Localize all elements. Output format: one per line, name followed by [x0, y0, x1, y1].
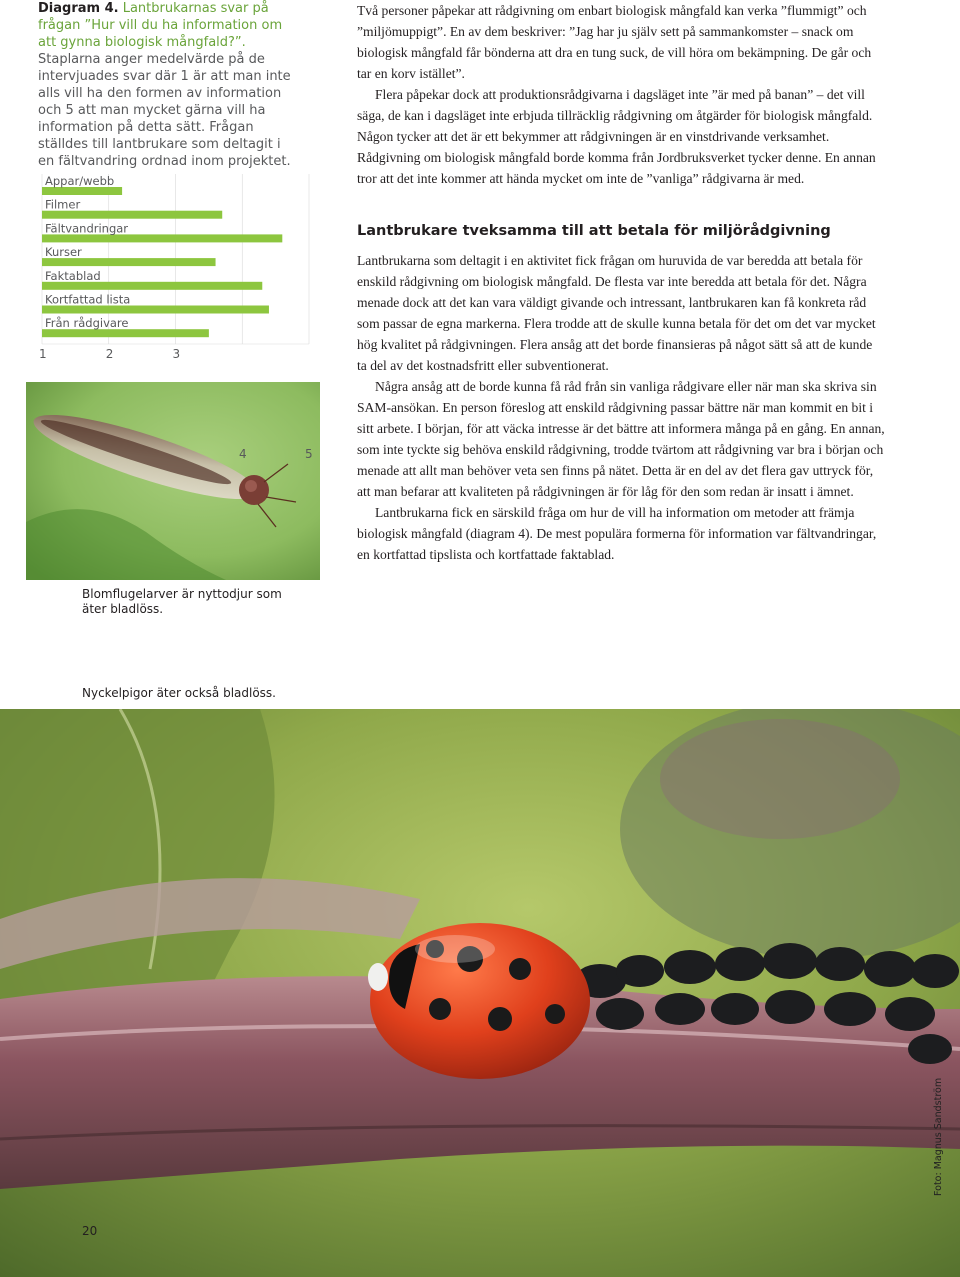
hoverfly-photo-caption: Blomflugelarver är nyttodjur som äter bladlöss. [82, 587, 282, 616]
bar [42, 211, 222, 219]
category-label: Kortfattad lista [45, 292, 131, 307]
diagram-description: Staplarna anger medelvärde på de intervjuades svar där 1 är att man inte alls vill ha den formen av information och 5 att man mycket gärna vill ha information på detta sätt. Frågan ställdes till lantbrukare som deltagit i en fältvandring ordnad inom projektet. [38, 52, 291, 169]
paragraph-2: Flera påpekar dock att produktionsrådgivarna i dagsläget inte ”är med på banan” – det vill säga, de kan i dagsläget inte erbjuda tillräcklig rådgivning om åtgärder för biologisk mångfald. Någon tycker att det är ett bekymmer att rådgivningen är en vinstdrivande verksamhet. Rådgivning om biologisk mångfald borde komma från Jordbruksverket tycker denne. En annan tror att det inte kommer att hända mycket om inte de ”vanliga” rådgivarna är med. [357, 87, 876, 186]
photo-credit [933, 1077, 949, 1197]
diagram-label: Diagram 4. [38, 1, 119, 16]
diagram-question: Lantbrukarnas svar på frågan ”Hur vill du ha information om att gynna biologisk mångfald?”. [38, 1, 283, 50]
category-label: Filmer [45, 197, 81, 212]
category-label: Faktablad [45, 268, 101, 283]
bar [42, 187, 122, 195]
diagram-caption [38, 0, 298, 170]
chart-ticks [39, 347, 180, 361]
ladybug-photo-caption: Nyckelpigor äter också bladlöss. [82, 686, 276, 700]
axis-tick-4-label: 4 [239, 447, 247, 461]
bar [42, 306, 269, 314]
bar [42, 282, 262, 290]
bar [42, 234, 282, 242]
category-label: Kurser [45, 245, 82, 260]
axis-tick-label: 2 [105, 347, 114, 361]
bar [42, 258, 216, 266]
hoverfly-larva-photo [26, 382, 320, 580]
bar [42, 329, 209, 337]
paragraph-3: Lantbrukarna som deltagit i en aktivitet fick frågan om huruvida de var beredda att betala för enskild rådgivning om biologisk mångfald. De flesta var inte beredda att betala för det. Några menade dock att det kan vara väldigt givande och intressant, lantbrukaren kan få konkreta råd som passar de egna markerna. Flera trodde att de skulle kunna betala för det om det var mycket hög kvalitet på rådgivningen. Flera ansåg att det borde finansieras på något sätt så att de kunde ta del av det kostnadsfritt eller subventionerat. [357, 253, 876, 373]
paragraph-4: Några ansåg att de borde kunna få råd från sin vanliga rådgivare eller när man ska skriva sin SAM-ansökan. En person föreslog att enskild rådgivning passar bättre när man kommit en bit i sitt arbete. I början, för att väcka intresse är det bättre att informera många på en gång. En annan, som inte tyckte sig behöva enskild rådgivning, trodde tvärtom att rådgivning var bra i början och menade att allt man behöver veta sen finns på nätet. Detta är en del av det flera gav uttryck för, att man befarar att kvaliteten på rådgivningen är för låg för den som redan är insatt i ämnet. [357, 379, 885, 499]
paragraph-5: Lantbrukarna fick en särskild fråga om hur de vill ha information om metoder att främja biologisk mångfald (diagram 4). De mest populära formerna för information var fältvandringar, en kortfattad tipslista och kortfattade faktablad. [357, 505, 877, 562]
axis-tick-label: 3 [172, 347, 181, 361]
page-number: 20 [82, 1224, 98, 1238]
category-label: Från rådgivare [45, 316, 129, 331]
axis-tick-5-label: 5 [305, 447, 313, 461]
article-body [357, 0, 885, 565]
category-label: Fältvandringar [45, 221, 129, 236]
ladybug-photo [0, 709, 960, 1277]
photo-credit-text: Foto: Magnus Sandström [933, 1077, 944, 1196]
axis-tick-label: 1 [39, 347, 47, 361]
category-label: Appar/webb [45, 174, 115, 188]
paragraph-1: Två personer påpekar att rådgivning om enbart biologisk mångfald kan verka ”flummigt” och ”miljömuppigt”. En av dem beskriver: ”Jag har ju själv sett på sammankomster – snack om biologisk mångfald får bönderna att dra en tung suck, de vill höra om bekämpning. De går och tar en korv istället”. [357, 3, 872, 81]
section-heading: Lantbrukare tveksamma till att betala för miljörådgivning [357, 223, 831, 239]
